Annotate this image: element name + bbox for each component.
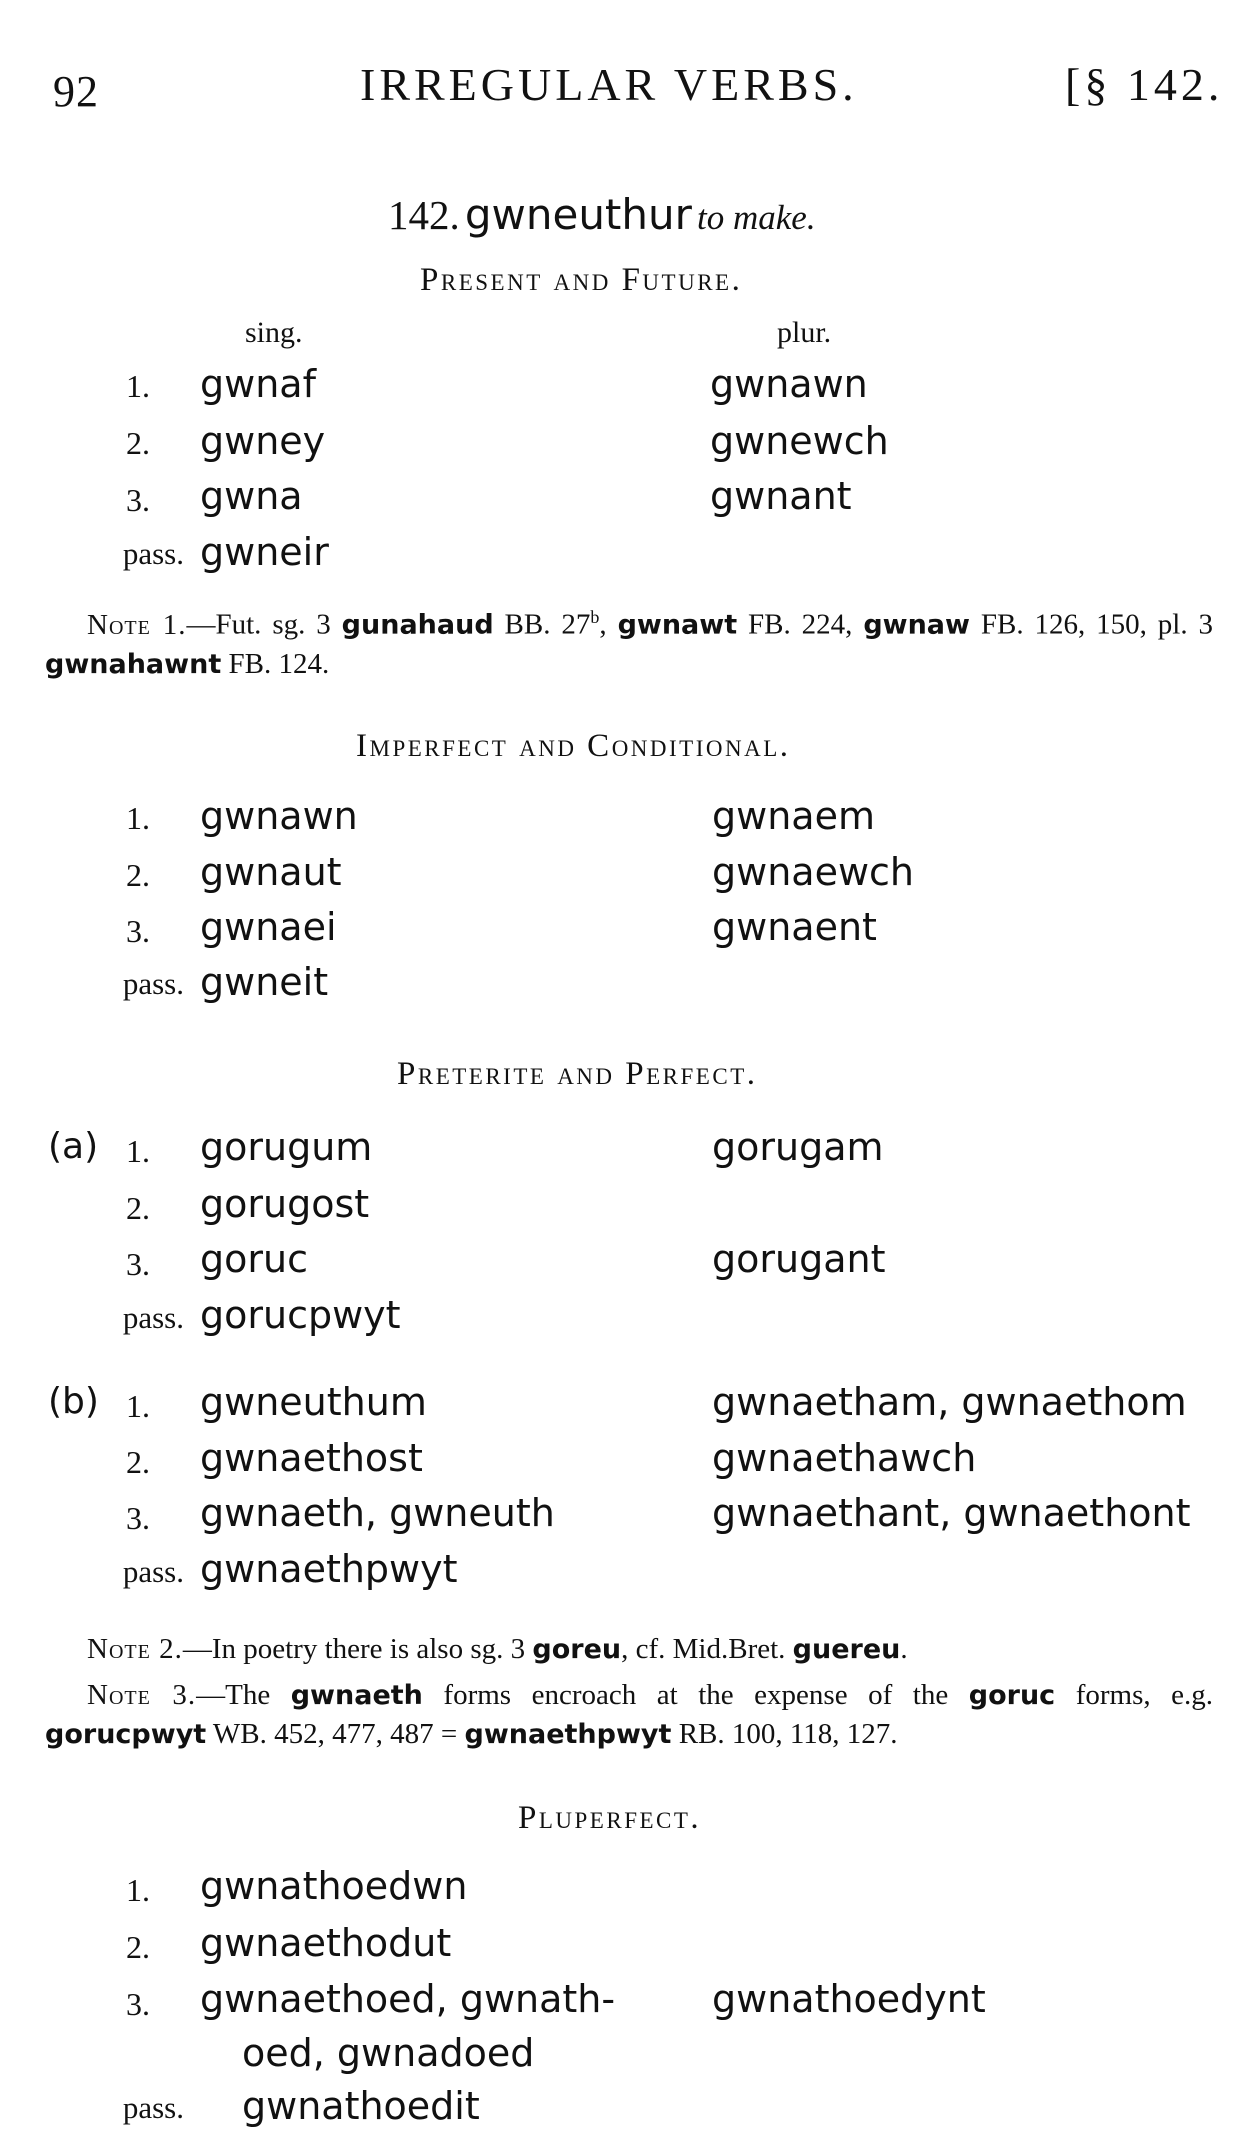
singular-form: gwnaethoed, gwnath- <box>200 1977 616 2021</box>
singular-form: gwnaethodut <box>200 1921 452 1965</box>
person-number: 1. <box>126 368 150 404</box>
entry-number: 142. <box>388 192 460 238</box>
singular-form: gwnawn <box>200 794 358 838</box>
entry-verb: gwneuthur <box>464 190 692 239</box>
heading-pluperfect: Pluperfect. <box>518 1800 702 1836</box>
note-label: Note 2. <box>87 1633 183 1665</box>
person-number: 2. <box>126 1190 150 1226</box>
plural-form: gwnaethant, gwnaethont <box>712 1491 1191 1535</box>
singular-form: gwna <box>200 474 303 518</box>
singular-form: gwneit <box>200 960 329 1004</box>
person-number: 1. <box>126 1388 150 1424</box>
singular-form: gwnathoedit <box>242 2084 480 2128</box>
singular-form: gwnaut <box>200 850 342 894</box>
singular-form: goruc <box>200 1237 308 1281</box>
heading-present-future: Present and Future. <box>420 262 743 298</box>
person-number: 3. <box>126 482 150 518</box>
group-label-a: (a) <box>48 1126 99 1167</box>
passive-label: pass. <box>122 1300 184 1335</box>
singular-form: gwnathoedwn <box>200 1864 468 1908</box>
person-number: 3. <box>126 1246 150 1282</box>
group-label-b: (b) <box>48 1381 99 1422</box>
singular-form: gwneir <box>200 530 329 574</box>
plural-form: gwnawn <box>710 362 868 406</box>
plural-form: gwnaethawch <box>712 1436 977 1480</box>
note-1: Note 1.—Fut. sg. 3 gunahaud BB. 27$^b$, gwnawt FB. 224, gwnaw FB. 126, 150, pl. 3 gwnahawnt FB. 124. <box>45 607 1214 680</box>
person-number: 1. <box>126 1133 150 1169</box>
column-head-plural: plur. <box>777 316 832 349</box>
singular-form: gwnaeth, gwneuth <box>200 1491 555 1535</box>
singular-form: gwnaei <box>200 905 337 949</box>
plural-form: gwnaem <box>712 794 875 838</box>
person-number: 2. <box>126 857 150 893</box>
person-number: 3. <box>126 913 150 949</box>
singular-form: gwneuthum <box>200 1380 427 1424</box>
singular-form: gwney <box>200 419 326 463</box>
passive-label: pass. <box>122 536 184 571</box>
person-number: 1. <box>126 1872 150 1908</box>
plural-form: gwnant <box>710 474 852 518</box>
note-label: Note 1. <box>87 608 187 641</box>
singular-form: gwnaethost <box>200 1436 423 1480</box>
person-number: 2. <box>126 1444 150 1480</box>
singular-form: gorucpwyt <box>200 1293 401 1337</box>
plural-form: gwnathoedynt <box>712 1977 986 2021</box>
section-reference: [§ 142. <box>1065 59 1224 110</box>
person-number: 2. <box>126 1929 150 1965</box>
plural-form: gwnaent <box>712 905 877 949</box>
passive-label: pass. <box>122 1554 184 1589</box>
plural-form: gwnaetham, gwnaethom <box>712 1380 1187 1424</box>
singular-form: gwnaf <box>200 362 316 406</box>
plural-form: gwnewch <box>710 419 889 463</box>
person-number: 3. <box>126 1500 150 1536</box>
note-label: Note 3. <box>87 1679 197 1711</box>
person-number: 3. <box>126 1986 150 2022</box>
singular-form: gwnaethpwyt <box>200 1547 458 1591</box>
singular-form-continuation: oed, gwnadoed <box>242 2031 535 2075</box>
singular-form: gorugum <box>200 1125 373 1169</box>
heading-preterite-perfect: Preterite and Perfect. <box>397 1056 758 1092</box>
note-3: Note 3.—The gwnaeth forms encroach at the expense of the goruc forms, e.g. gorucpwyt WB. 452, 477, 487 = gwnaethpwyt RB. 100, 118, 127. <box>45 1679 1214 1750</box>
plural-form: gorugant <box>712 1237 886 1281</box>
plural-form: gorugam <box>712 1125 884 1169</box>
entry-gloss: to make. <box>697 198 816 237</box>
page-number: 92 <box>53 67 99 116</box>
column-head-singular: sing. <box>245 316 303 349</box>
plural-form: gwnaewch <box>712 850 915 894</box>
passive-label: pass. <box>122 2090 184 2125</box>
singular-form: gorugost <box>200 1182 370 1226</box>
person-number: 2. <box>126 425 150 461</box>
entry-title <box>388 190 816 239</box>
person-number: 1. <box>126 800 150 836</box>
note-2: Note 2.—In poetry there is also sg. 3 goreu, cf. Mid.Bret. guereu. <box>45 1630 1213 1669</box>
passive-label: pass. <box>122 966 184 1001</box>
running-title: IRREGULAR VERBS. <box>360 59 858 110</box>
heading-imperfect-conditional: Imperfect and Conditional. <box>356 728 791 764</box>
